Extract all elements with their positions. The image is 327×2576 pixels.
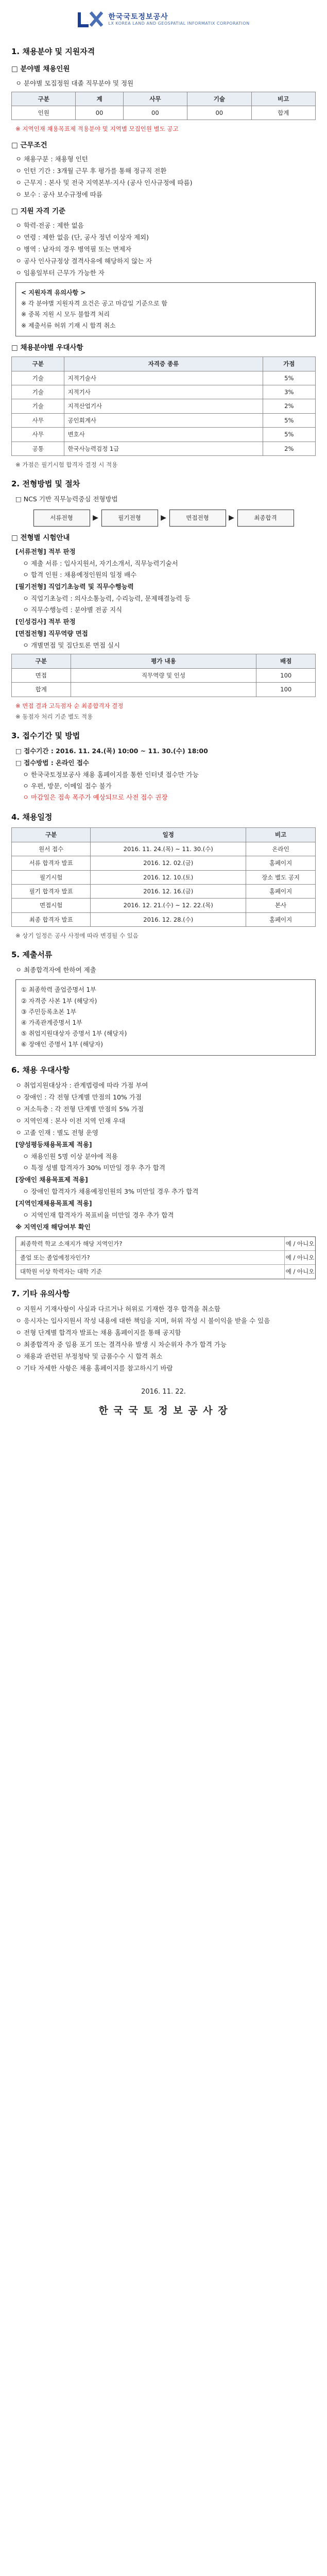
box-line: ※ 중복 지원 시 모두 불합격 처리: [21, 311, 110, 318]
checkbox: 예 / 아니오: [284, 1251, 315, 1264]
logo-name-ko: 한국국토정보공사: [108, 13, 168, 22]
box-line: ※ 각 분야별 지원자격 요건은 공고 마감일 기준으로 함: [21, 300, 168, 308]
table-row: 원서 접수 2016. 11. 24.(목) ~ 11. 30.(수) 온라인: [12, 842, 316, 856]
table-row: 면접시험 2016. 12. 21.(수) ~ 12. 22.(목) 본사: [12, 899, 316, 912]
exam-item: [인성검사] 적부 판정: [15, 618, 76, 626]
preference-item: [장애인 채용목표제 적용]: [15, 1175, 88, 1183]
arrow-right-icon: ▶: [229, 514, 234, 522]
document-item: ② 자격증 사본 1부 (해당자): [21, 997, 97, 1005]
exam-item: [서류전형] 적부 판정: [15, 548, 76, 556]
logo-name-en: LX KOREA LAND AND GEOSPATIAL INFORMATIX CORPORATION: [108, 21, 250, 26]
document-item: ④ 가족관계증명서 1부: [21, 1019, 82, 1027]
box-line: ※ 제출서류 허위 기재 시 합격 취소: [21, 321, 116, 329]
application-detail: ㅇ 우편, 방문, 이메일 접수 불가: [23, 782, 112, 790]
section-title-5: 4. 채용일정: [11, 812, 53, 822]
caution-item: ㅇ 전형 단계별 합격자 발표는 채용 홈페이지를 통해 공지함: [15, 1328, 181, 1336]
preference-item: ㅇ 지역인재 : 본사 이전 지역 인재 우대: [15, 1116, 126, 1125]
condition-item: ㅇ 채용구분 : 채용형 인턴: [15, 155, 88, 163]
table-row: 사무 공인회계사 5%: [12, 413, 316, 427]
preference-item: ㅇ 특정 성별 합격자가 30% 미만일 경우 추가 합격: [23, 1163, 165, 1172]
process-flow: [11, 510, 316, 526]
table-header: 평가 내용: [71, 654, 256, 668]
document-item: ⑥ 장애인 증명서 1부 (해당자): [21, 1041, 103, 1048]
table-row: 기술 지적산업기사 2%: [12, 399, 316, 413]
subsection-exam-guide: □ 전형별 시험안내: [11, 533, 70, 542]
interview-note: ※ 동점자 처리 기준 별도 적용: [15, 713, 93, 720]
caution-item: ㅇ 기타 자세한 사항은 채용 홈페이지를 참고하시기 바람: [15, 1364, 173, 1372]
table-header: 비고: [246, 828, 316, 842]
preference-item: [양성평등채용목표제 적용]: [15, 1140, 92, 1148]
preference-table: [11, 357, 316, 456]
caution-item: ㅇ 채용과 관련된 부정청탁 및 금품수수 시 합격 취소: [15, 1352, 163, 1360]
table-row: 필기 합격자 발표 2016. 12. 16.(금) 홈페이지: [12, 884, 316, 898]
document-item: ⑤ 취업지원대상자 증명서 1부 (해당자): [21, 1030, 127, 1038]
qualification-item: ㅇ 임용일부터 근무가 가능한 자: [15, 268, 105, 277]
table-row: 기술 지적기사 3%: [12, 385, 316, 399]
preference-note: ※ 가점은 필기시험 합격자 결정 시 적용: [15, 461, 118, 469]
organization-name: 한 국 국 토 정 보 공 사 장: [98, 1404, 229, 1416]
table-row: 최종 합격자 발표 2016. 12. 28.(수) 홈페이지: [12, 912, 316, 926]
section-title-7: 6. 채용 우대사항: [11, 1065, 70, 1075]
table-header: 사무: [123, 92, 187, 106]
subsection-headcount: □ 분야별 채용인원: [11, 65, 70, 73]
regional-check-title: ※ 지역인재 해당여부 확인: [15, 1223, 91, 1231]
table-row: 합계 100: [12, 683, 316, 697]
section-title-4: 3. 접수기간 및 방법: [11, 731, 80, 741]
arrow-right-icon: ▶: [93, 514, 98, 522]
table-header: 배점: [256, 654, 316, 668]
documents-line: ㅇ 최종합격자에 한하여 제출: [15, 966, 96, 974]
section-title-6: 5. 제출서류: [11, 950, 53, 960]
flow-step: 면접전형: [169, 510, 226, 526]
condition-item: ㅇ 근무지 : 본사 및 전국 지역본부·지사 (공사 인사규정에 따름): [15, 179, 193, 187]
table-header: 구분: [12, 828, 91, 842]
condition-item: ㅇ 보수 : 공사 보수규정에 따름: [15, 191, 102, 199]
interview-note: ※ 면접 결과 고득점자 순 최종합격자 결정: [15, 702, 124, 709]
table-header: 일정: [91, 828, 246, 842]
caution-item: ㅇ 지원서 기재사항이 사실과 다르거나 허위로 기재한 경우 합격을 취소함: [15, 1304, 221, 1313]
flow-step: 필기전형: [101, 510, 158, 526]
table-header: 가점: [263, 357, 315, 371]
flow-step: 최종합격: [237, 510, 294, 526]
application-method: □ 접수방법 : 온라인 접수: [15, 759, 89, 767]
table-header: 구분: [12, 654, 71, 668]
headcount-table: [11, 92, 316, 121]
exam-item: ㅇ 직무수행능력 : 분야별 전공 지식: [23, 606, 123, 614]
checkbox: 예 / 아니오: [284, 1265, 315, 1278]
preference-item: ㅇ 채용인원 5명 이상 분야에 적용: [23, 1152, 118, 1160]
section-title-2: □ 채용분야별 우대사항: [11, 343, 83, 352]
preference-item: ㅇ 고졸 인재 : 별도 전형 운영: [15, 1128, 98, 1137]
preference-item: [지역인재채용목표제 적용]: [15, 1199, 92, 1207]
documents-box: [15, 979, 316, 1055]
table-row: 공통 한국사능력검정 1급 2%: [12, 442, 316, 455]
box-title: < 지원자격 유의사항 >: [21, 289, 86, 296]
preference-item: ㅇ 지역인재 합격자가 목표비율 미만일 경우 추가 합격: [23, 1211, 174, 1219]
table-header: 비고: [251, 92, 315, 106]
qualification-item: ㅇ 학력·전공 : 제한 없음: [15, 221, 84, 229]
document-item: ③ 주민등록초본 1부: [21, 1008, 77, 1015]
document-item: ① 최종학력 졸업증명서 1부: [21, 986, 96, 994]
arrow-right-icon: ▶: [161, 514, 166, 522]
qualification-item: ㅇ 공사 인사규정상 결격사유에 해당하지 않는 자: [15, 257, 152, 265]
exam-item: ㅇ 합격 인원 : 채용예정인원의 일정 배수: [23, 571, 137, 579]
exam-item: [필기전형] 직업기초능력 및 직무수행능력: [15, 583, 134, 591]
checklist-row: 최종학력 학교 소재지가 해당 지역인가? 예 / 아니오: [16, 1237, 315, 1251]
table-row: 면접 직무역량 및 인성 100: [12, 668, 316, 682]
checklist-row: 대학원 이상 학력자는 대학 기준 예 / 아니오: [16, 1265, 315, 1278]
exam-item: ㅇ 개별면접 및 집단토론 면접 실시: [23, 641, 120, 650]
preference-item: ㅇ 장애인 : 각 전형 단계별 만점의 10% 가점: [15, 1093, 142, 1101]
qualification-item: ㅇ 연령 : 제한 없음 (단, 공사 정년 이상자 제외): [15, 233, 149, 241]
preference-item: ㅇ 장애인 합격자가 채용예정인원의 3% 미만일 경우 추가 합격: [23, 1187, 199, 1195]
caution-item: ㅇ 최종합격자 중 임용 포기 또는 결격사유 발생 시 차순위자 추가 합격 가능: [15, 1340, 227, 1348]
condition-item: ㅇ 인턴 기간 : 3개월 근무 후 평가를 통해 정규직 전환: [15, 167, 167, 175]
table-header: 자격증 종류: [64, 357, 263, 371]
exam-item: ㅇ 직업기초능력 : 의사소통능력, 수리능력, 문제해결능력 등: [23, 595, 191, 603]
exam-item: ㅇ 제출 서류 : 입사지원서, 자기소개서, 직무능력기술서: [23, 560, 178, 568]
application-detail: ㅇ 마감일은 접속 폭주가 예상되므로 사전 접수 권장: [23, 793, 168, 802]
application-detail: ㅇ 한국국토정보공사 채용 홈페이지를 통한 인터넷 접수만 가능: [23, 771, 199, 779]
table-header: 구분: [12, 357, 64, 371]
process-line: □ NCS 기반 직무능력중심 전형방법: [15, 495, 118, 503]
subsection-conditions: □ 근무조건: [11, 141, 47, 149]
section-title-3: 2. 전형방법 및 절차: [11, 479, 80, 489]
section-title-8: 7. 기타 유의사항: [11, 1289, 70, 1298]
caution-item: ㅇ 응시자는 입사지원서 작성 내용에 대한 책임을 지며, 허위 작성 시 불이익을 받을 수 있음: [15, 1316, 270, 1325]
table-row: 사무 변호사 5%: [12, 428, 316, 442]
table-row: 필기시험 2016. 12. 10.(토) 장소 별도 공지: [12, 870, 316, 884]
preference-item: ㅇ 저소득층 : 각 전형 단계별 만점의 5% 가점: [15, 1105, 144, 1113]
section-title-1: 1. 채용분야 및 지원자격: [11, 47, 95, 56]
qualification-item: ㅇ 병역 : 남자의 경우 병역필 또는 면제자: [15, 245, 132, 253]
headcount-line: ㅇ 분야별 모집정원 대졸 직무분야 및 정원: [15, 79, 134, 87]
application-period: □ 접수기간 : 2016. 11. 24.(목) 10:00 ~ 11. 30.(수) 18:00: [15, 747, 208, 755]
lx-logo-icon: [77, 10, 104, 29]
exam-item: [면접전형] 직무역량 면접: [15, 630, 88, 638]
subsection-qualifications: □ 지원 자격 기준: [11, 207, 66, 216]
schedule-note: ※ 상기 일정은 공사 사정에 따라 변경될 수 있음: [15, 932, 139, 940]
logo: [11, 7, 316, 37]
schedule-table: [11, 827, 316, 927]
qualification-notice-box: [15, 282, 316, 336]
table-row: 서류 합격자 발표 2016. 12. 02.(금) 홈페이지: [12, 856, 316, 870]
announcement-date: 2016. 11. 22.: [141, 1387, 186, 1396]
regional-checklist: [15, 1236, 316, 1279]
table-header: 구분: [12, 92, 76, 106]
table-header: 계: [76, 92, 123, 106]
table-header: 기술: [187, 92, 251, 106]
interview-table: [11, 654, 316, 697]
table-row: 기술 지적기술사 5%: [12, 371, 316, 385]
preference-item: ㅇ 취업지원대상자 : 관계법령에 따라 가점 부여: [15, 1081, 148, 1089]
flow-step: 서류전형: [33, 510, 90, 526]
headcount-note: ※ 지역인재 채용목표제 적용분야 및 지역별 모집인원 별도 공고: [15, 125, 179, 133]
table-row: 인원 00 00 00 합계: [12, 106, 316, 120]
checkbox: 예 / 아니오: [284, 1237, 315, 1250]
checklist-row: 졸업 또는 졸업예정자인가? 예 / 아니오: [16, 1251, 315, 1265]
signature-block: [11, 1387, 316, 1418]
